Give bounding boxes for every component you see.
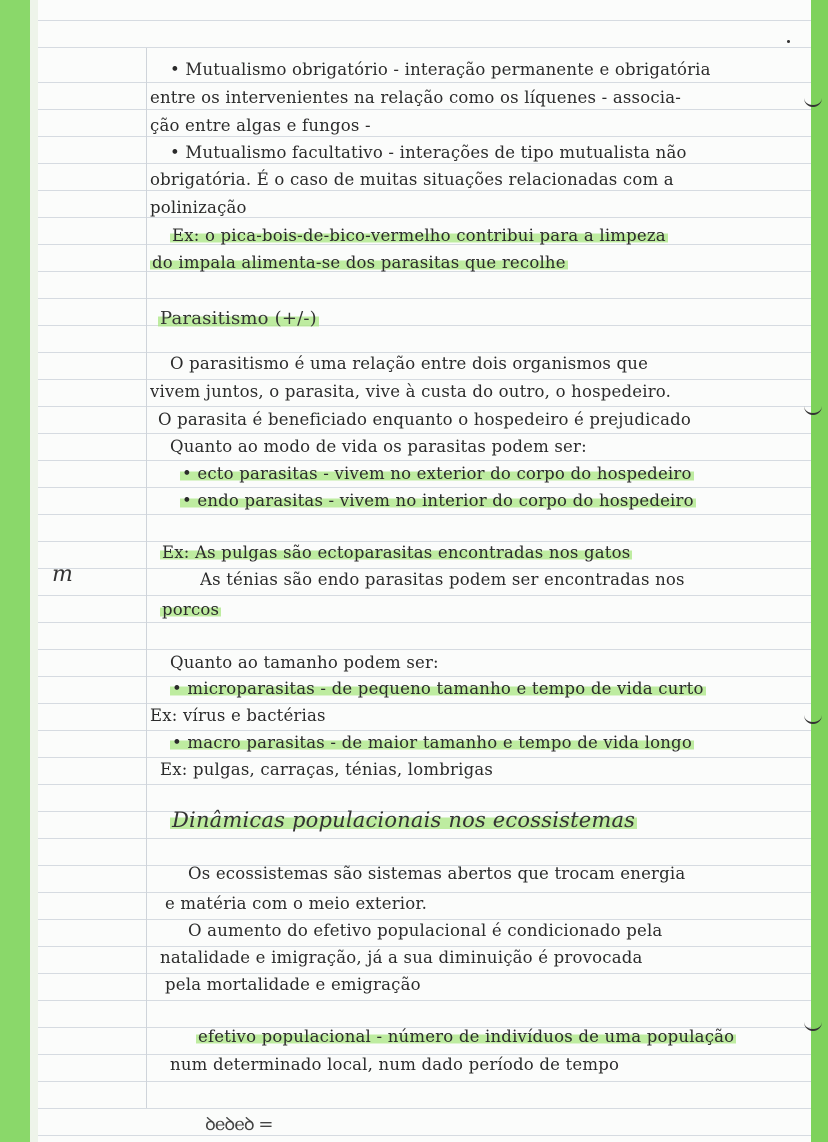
definition-line xyxy=(196,1025,826,1049)
bottom-scribble: ꝺeꝺeꝺ = xyxy=(205,1114,273,1135)
definition-line: num determinado local, num dado período de tempo xyxy=(170,1055,620,1074)
note-line: Quanto ao tamanho podem ser: xyxy=(170,653,439,672)
note-line: polinização xyxy=(150,198,247,217)
note-line: O parasita é beneficiado enquanto o hospedeiro é prejudicado xyxy=(158,410,691,429)
list-item xyxy=(180,462,810,486)
note-line: • Mutualismo facultativo - interações de tipo mutualista não xyxy=(170,143,687,162)
left-paper-edge xyxy=(30,0,38,1142)
left-green-strip xyxy=(0,0,30,1142)
note-line: natalidade e imigração, já a sua diminuição é provocada xyxy=(160,948,643,967)
highlighted-text: porcos xyxy=(162,600,220,619)
note-line: obrigatória. É o caso de muitas situações relacionadas com a xyxy=(150,170,674,189)
margin-mark: m xyxy=(52,562,73,587)
note-line: entre os intervenientes na relação como os líquenes - associa- xyxy=(150,88,682,107)
highlighted-text: • ecto parasitas - vivem no exterior do corpo do hospedeiro xyxy=(182,464,692,483)
note-line: ção entre algas e fungos - xyxy=(150,116,371,135)
margin-line xyxy=(146,48,147,1108)
list-item xyxy=(180,489,810,513)
highlighted-text: • endo parasitas - vivem no interior do corpo do hospedeiro xyxy=(182,491,694,510)
list-item xyxy=(170,677,800,701)
example-line xyxy=(170,224,775,248)
note-line: O aumento do efetivo populacional é condicionado pela xyxy=(188,921,663,940)
note-line: O parasitismo é uma relação entre dois organismos que xyxy=(170,354,649,373)
example-line xyxy=(150,251,780,275)
example-line: Ex: vírus e bactérias xyxy=(150,706,326,725)
list-item xyxy=(170,731,800,755)
ink-dot xyxy=(787,40,790,43)
highlighted-text: efetivo populacional - número de indivíduos de uma população xyxy=(198,1027,735,1046)
highlighted-text: • macro parasitas - de maior tamanho e tempo de vida longo xyxy=(172,733,692,752)
example-line: Ex: pulgas, carraças, ténias, lombrigas xyxy=(160,760,494,779)
note-line: pela mortalidade e emigração xyxy=(165,975,421,994)
section-heading xyxy=(170,808,800,832)
note-line: Os ecossistemas são sistemas abertos que trocam energia xyxy=(188,864,686,883)
section-heading xyxy=(158,307,788,331)
note-line: e matéria com o meio exterior. xyxy=(165,894,428,913)
example-line xyxy=(160,541,790,565)
highlighted-heading: Dinâmicas populacionais nos ecossistemas xyxy=(172,808,636,832)
highlighted-text: • microparasitas - de pequeno tamanho e tempo de vida curto xyxy=(172,679,704,698)
note-line: vivem juntos, o parasita, vive à custa do outro, o hospedeiro. xyxy=(150,382,672,401)
highlighted-text: Ex: o pica-bois-de-bico-vermelho contribui para a limpeza xyxy=(172,226,666,245)
note-line: Quanto ao modo de vida os parasitas podem ser: xyxy=(170,437,587,456)
highlighted-heading: Parasitismo (+/-) xyxy=(160,308,317,329)
highlighted-text: do impala alimenta-se dos parasitas que recolhe xyxy=(152,253,566,272)
example-line: As ténias são endo parasitas podem ser encontradas nos xyxy=(200,570,685,589)
note-line: • Mutualismo obrigatório - interação permanente e obrigatória xyxy=(170,60,711,79)
highlighted-text: Ex: As pulgas são ectoparasitas encontradas nos gatos xyxy=(162,543,631,562)
example-line xyxy=(160,598,790,622)
